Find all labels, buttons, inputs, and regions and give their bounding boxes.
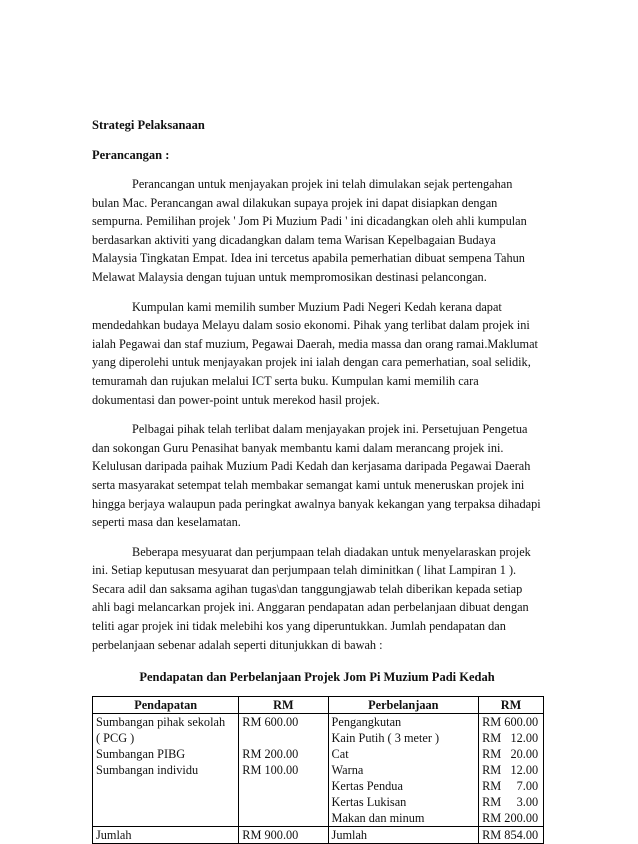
expense-amounts-cell <box>479 714 544 827</box>
expense-item: Kertas Lukisan <box>331 795 407 810</box>
expense-item: Kertas Pendua <box>331 779 403 794</box>
expense-amount: RM 12.00 <box>482 763 539 778</box>
income-item: Sumbangan individu <box>96 763 199 778</box>
expense-item: Makan dan minum <box>331 811 425 826</box>
income-item: Sumbangan PIBG <box>96 747 186 762</box>
income-amounts-cell <box>239 714 328 827</box>
income-items-cell <box>93 714 239 827</box>
income-amount <box>242 730 324 746</box>
header-expense: Perbelanjaan <box>328 697 479 714</box>
income-item: Sumbangan pihak sekolah <box>96 715 226 730</box>
paragraph: Perancangan untuk menjayakan projek ini telah dimulakan sejak pertengahan bulan Mac. Perancangan awal dilakukan supaya projek ini dapat disiapkan dengan sempurna. Pemilihan projek ' Jom Pi Muzium Padi ' ini dicadangkan oleh ahli kumpulan berdasarkan aktiviti yang dicadangkan dalam tema Warisan Kepelbagaian Budaya Malaysia Tingkatan Empat. Idea ini tercetus apabila pemerhatian dibuat sempena Tahun Melawat Malaysia dengan tujuan untuk mempromosikan destinasi pelancongan. <box>92 177 527 284</box>
header-rm-income: RM <box>239 697 328 714</box>
total-income-value: RM 900.00 <box>239 827 328 844</box>
paragraph: Kumpulan kami memilih sumber Muzium Padi Negeri Kedah kerana dapat mendedahkan budaya Melayu dalam sosio ekonomi. Pihak yang terlibat dalam projek ini ialah Pegawai dan staf muzium, Pegawai Daerah, media massa dan orang ramai.Maklumat yang diperolehi untuk menjayakan projek ini ialah dengan cara pemerhatian, soal selidik, temuramah dan rujukan melalui ICT serta buku. Kumpulan kami memilih cara dokumentasi dan power-point untuk merekod hasil projek. <box>92 299 538 407</box>
expense-amount: RM 7.00 <box>482 779 539 794</box>
table-title: Pendapatan dan Perbelanjaan Projek Jom Pi Muzium Padi Kedah <box>139 670 495 685</box>
expense-amount: RM 12.00 <box>482 731 539 746</box>
total-expense-value: RM 854.00 <box>479 827 544 844</box>
table-header-row <box>93 697 544 714</box>
income-item: ( PCG ) <box>96 731 135 746</box>
table-row <box>93 714 544 827</box>
expense-amount: RM 600.00 <box>482 715 539 730</box>
expense-item: Warna <box>331 763 364 778</box>
paragraph: Beberapa mesyuarat dan perjumpaan telah diadakan untuk menyelaraskan projek ini. Setiap keputusan mesyuarat dan perjumpaan telah diminitkan ( lihat Lampiran 1 ). Secara adil dan saksama agihan tugas\dan tanggungjawab telah diberikan kepada setiap ahli bagi melancarkan projek ini. Anggaran pendapatan adan perbelanjaan dibuat dengan teliti agar projek ini tidak melebihi kos yang diperuntukkan. Jumlah pendapatan dan perbelanjaan sebenar adalah seperti ditunjukkan di bawah : <box>92 544 531 652</box>
header-income: Pendapatan <box>93 697 239 714</box>
expense-item: Cat <box>331 747 349 762</box>
table-total-row <box>93 827 544 844</box>
subsection-heading: Perancangan : <box>92 148 170 162</box>
paragraph: Pelbagai pihak telah terlibat dalam menjayakan projek ini. Persetujuan Pengetua dan sokongan Guru Penasihat banyak membantu kami dalam merancang projek ini. Kelulusan daripada paihak Muzium Padi Kedah dan kerjasama daripada Pegawai Daerah serta masyarakat setempat telah membakar semangat kami untuk meneruskan projek ini hingga berjaya walaupun pada peringkat awalnya banyak kekangan yang terpaksa dihadapi seperti masa dan keselamatan. <box>92 422 541 530</box>
expense-amount: RM 3.00 <box>482 795 539 810</box>
expense-items-cell <box>328 714 479 827</box>
section-heading: Strategi Pelaksanaan <box>92 118 205 132</box>
expense-item: Pengangkutan <box>331 715 402 730</box>
document-page <box>92 116 542 844</box>
income-amount: RM 200.00 <box>242 747 299 762</box>
total-expense-label: Jumlah <box>328 827 479 844</box>
expense-amount: RM 20.00 <box>482 747 539 762</box>
income-amount: RM 100.00 <box>242 763 299 778</box>
total-income-label: Jumlah <box>93 827 239 844</box>
expense-amount: RM 200.00 <box>482 811 539 826</box>
budget-table <box>92 696 544 844</box>
header-rm-expense: RM <box>479 697 544 714</box>
expense-item: Kain Putih ( 3 meter ) <box>331 731 440 746</box>
income-amount: RM 600.00 <box>242 715 299 730</box>
